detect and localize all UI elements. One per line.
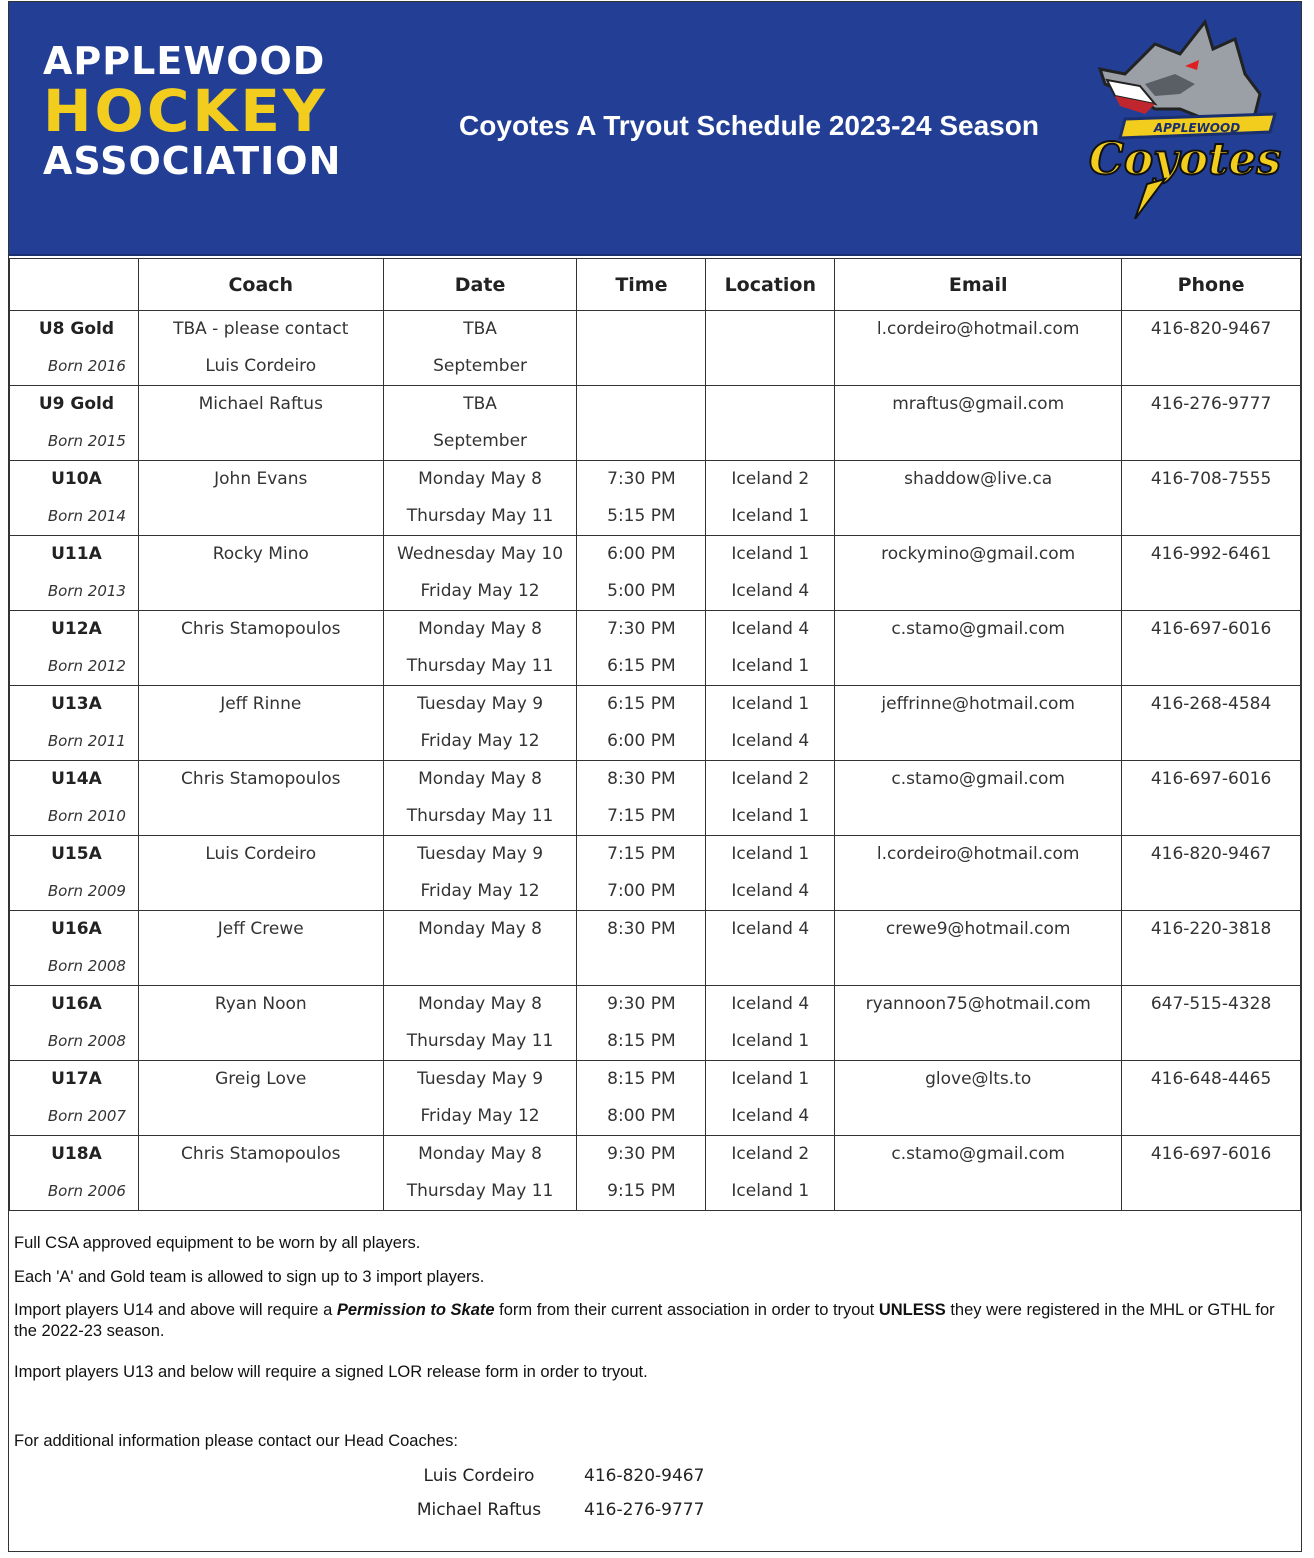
location-cell	[706, 761, 835, 836]
date-2: September	[433, 431, 528, 451]
location-cell	[706, 686, 835, 761]
date-cell	[383, 461, 577, 536]
division-name: U8 Gold	[38, 319, 115, 339]
email-cell	[835, 536, 1122, 611]
location-1: Iceland 4	[731, 919, 810, 939]
location-2	[706, 948, 834, 985]
location-cell	[706, 836, 835, 911]
birth-year: Born 2012	[47, 657, 126, 675]
table-row	[10, 461, 1301, 536]
division-name: U10A	[51, 469, 102, 489]
time-cell	[577, 386, 706, 461]
date-1: Tuesday May 9	[417, 694, 544, 714]
date-2: Friday May 12	[420, 881, 540, 901]
time-cell	[577, 311, 706, 386]
location-2: Iceland 1	[731, 1181, 810, 1201]
date-cell	[383, 911, 577, 986]
location-1: Iceland 4	[731, 994, 810, 1014]
coach-email[interactable]: ryannoon75@hotmail.com	[865, 994, 1091, 1014]
column-header: Time	[577, 259, 706, 311]
date-2: Thursday May 11	[406, 806, 554, 826]
email-cell	[835, 686, 1122, 761]
division-name: U12A	[51, 619, 102, 639]
time-cell	[577, 761, 706, 836]
date-1: TBA	[463, 319, 497, 339]
coach-name-cont: Luis Cordeiro	[205, 356, 317, 376]
division-name: U13A	[51, 694, 102, 714]
coach-email[interactable]: l.cordeiro@hotmail.com	[876, 319, 1080, 339]
coach-phone: 416-992-6461	[1150, 544, 1272, 564]
coach-cell	[138, 461, 383, 536]
coach-email[interactable]: rockymino@gmail.com	[881, 544, 1076, 564]
coach-name-cont	[139, 948, 383, 985]
phone-cell	[1122, 1061, 1301, 1136]
note-lor-release: Import players U13 and below will require a signed LOR release form in order to tryout.	[14, 1363, 648, 1381]
table-row	[10, 536, 1301, 611]
division-name: U18A	[51, 1144, 102, 1164]
coach-cell	[138, 1061, 383, 1136]
location-1	[706, 311, 834, 348]
table-row	[10, 386, 1301, 461]
date-1: Monday May 8	[418, 619, 542, 639]
phone-cell	[1122, 836, 1301, 911]
note-text: Import players U14 and above will require a	[14, 1301, 337, 1319]
assoc-line-2: HOCKEY	[43, 77, 328, 145]
coach-phone: 416-697-6016	[1150, 769, 1272, 789]
head-coach-name: Luis Cordeiro	[423, 1466, 535, 1486]
birth-year: Born 2007	[47, 1107, 126, 1125]
email-cell	[835, 1061, 1122, 1136]
time-2: 8:00 PM	[607, 1106, 676, 1126]
coach-email[interactable]: c.stamo@gmail.com	[891, 619, 1065, 639]
coach-cell	[138, 986, 383, 1061]
coach-cell	[138, 686, 383, 761]
time-1	[577, 386, 705, 423]
note-equipment: Full CSA approved equipment to be worn by all players.	[14, 1234, 421, 1252]
birth-year: Born 2010	[47, 807, 126, 825]
coach-phone: 416-648-4465	[1150, 1069, 1272, 1089]
coach-name-cont	[139, 1173, 383, 1210]
svg-text:Coyotes: Coyotes	[1088, 134, 1282, 185]
date-cell	[383, 611, 577, 686]
location-2: Iceland 4	[731, 581, 810, 601]
coach-email[interactable]: c.stamo@gmail.com	[891, 769, 1065, 789]
division-cell	[10, 311, 139, 386]
date-1: Wednesday May 10	[397, 544, 564, 564]
division-cell	[10, 461, 139, 536]
time-cell	[577, 986, 706, 1061]
location-1: Iceland 2	[731, 469, 810, 489]
date-1: Monday May 8	[418, 994, 542, 1014]
date-cell	[383, 836, 577, 911]
coach-email[interactable]: c.stamo@gmail.com	[891, 1144, 1065, 1164]
time-1: 6:00 PM	[607, 544, 676, 564]
division-name: U17A	[51, 1069, 102, 1089]
email-cell	[835, 911, 1122, 986]
location-2: Iceland 4	[731, 731, 810, 751]
column-header: Email	[835, 259, 1122, 311]
location-cell	[706, 611, 835, 686]
head-coach-phone: 416-276-9777	[584, 1500, 705, 1520]
coach-cell	[138, 836, 383, 911]
time-cell	[577, 536, 706, 611]
time-1: 7:15 PM	[607, 844, 676, 864]
date-cell	[383, 1136, 577, 1211]
note-emphasis: UNLESS	[878, 1301, 946, 1319]
svg-text:APPLEWOOD: APPLEWOOD	[1153, 121, 1241, 135]
location-cell	[706, 536, 835, 611]
assoc-line-3: ASSOCIATION	[43, 139, 342, 183]
phone-cell	[1122, 461, 1301, 536]
division-cell	[10, 611, 139, 686]
coach-cell	[138, 1136, 383, 1211]
coach-phone: 416-697-6016	[1150, 1144, 1272, 1164]
coach-name: Luis Cordeiro	[205, 844, 317, 864]
coach-name-cont	[139, 1023, 383, 1060]
coach-cell	[138, 911, 383, 986]
time-cell	[577, 1061, 706, 1136]
location-1: Iceland 1	[731, 544, 810, 564]
phone-cell	[1122, 536, 1301, 611]
column-header: Date	[383, 259, 577, 311]
date-2: Thursday May 11	[406, 1031, 554, 1051]
coach-name: Chris Stamopoulos	[181, 769, 341, 789]
location-2: Iceland 1	[731, 1031, 810, 1051]
location-1: Iceland 2	[731, 1144, 810, 1164]
date-1: Tuesday May 9	[417, 844, 544, 864]
time-2: 8:15 PM	[607, 1031, 676, 1051]
coach-email[interactable]: crewe9@hotmail.com	[885, 919, 1071, 939]
date-cell	[383, 386, 577, 461]
coach-name: Chris Stamopoulos	[181, 1144, 341, 1164]
time-1: 7:30 PM	[607, 619, 676, 639]
birth-year: Born 2011	[47, 732, 126, 750]
note-permission-to-skate	[14, 1300, 1294, 1342]
date-2: Thursday May 11	[406, 506, 554, 526]
phone-cell	[1122, 611, 1301, 686]
division-name: U15A	[51, 844, 102, 864]
birth-year: Born 2006	[47, 1182, 126, 1200]
birth-year: Born 2015	[47, 432, 126, 450]
location-2	[706, 348, 834, 385]
coach-phone: 416-820-9467	[1150, 844, 1272, 864]
coach-name-cont	[139, 873, 383, 910]
division-cell	[10, 761, 139, 836]
head-coach-name: Michael Raftus	[416, 1500, 542, 1520]
location-2	[706, 423, 834, 460]
coach-name-cont	[139, 423, 383, 460]
birth-year: Born 2009	[47, 882, 126, 900]
location-1: Iceland 2	[731, 769, 810, 789]
time-cell	[577, 836, 706, 911]
location-1: Iceland 1	[731, 1069, 810, 1089]
coach-name: TBA - please contact	[173, 319, 349, 339]
location-cell	[706, 911, 835, 986]
coach-name: Chris Stamopoulos	[181, 619, 341, 639]
phone-cell	[1122, 1136, 1301, 1211]
division-cell	[10, 386, 139, 461]
coach-name: Jeff Crewe	[217, 919, 304, 939]
time-1: 6:15 PM	[607, 694, 676, 714]
phone-cell	[1122, 311, 1301, 386]
phone-cell	[1122, 686, 1301, 761]
table-row	[10, 1136, 1301, 1211]
note-contact: For additional information please contact our Head Coaches:	[14, 1432, 458, 1450]
column-header: Phone	[1122, 259, 1301, 311]
table-header-row	[10, 259, 1301, 311]
coach-phone: 416-820-9467	[1150, 319, 1272, 339]
time-2	[577, 423, 705, 460]
location-1: Iceland 4	[731, 619, 810, 639]
coach-email[interactable]: jeffrinne@hotmail.com	[881, 694, 1075, 714]
time-1: 8:30 PM	[607, 769, 676, 789]
coach-email[interactable]: l.cordeiro@hotmail.com	[876, 844, 1080, 864]
time-2: 6:15 PM	[607, 656, 676, 676]
tryout-schedule-table	[9, 258, 1301, 1211]
division-name: U9 Gold	[38, 394, 115, 414]
phone-cell	[1122, 986, 1301, 1061]
date-cell	[383, 761, 577, 836]
location-2: Iceland 1	[731, 656, 810, 676]
date-2	[384, 948, 577, 985]
date-1: Tuesday May 9	[417, 1069, 544, 1089]
coach-name-cont	[139, 573, 383, 610]
email-cell	[835, 986, 1122, 1061]
time-cell	[577, 911, 706, 986]
time-1: 9:30 PM	[607, 994, 676, 1014]
coach-name-cont	[139, 723, 383, 760]
time-2: 7:15 PM	[607, 806, 676, 826]
email-cell	[835, 836, 1122, 911]
date-cell	[383, 686, 577, 761]
association-wordmark	[43, 39, 342, 183]
location-cell	[706, 461, 835, 536]
email-cell	[835, 761, 1122, 836]
coach-name: Michael Raftus	[198, 394, 323, 414]
birth-year: Born 2008	[47, 1032, 126, 1050]
table-row	[10, 761, 1301, 836]
header-banner	[9, 2, 1301, 256]
coach-cell	[138, 536, 383, 611]
division-cell	[10, 1136, 139, 1211]
date-1: Monday May 8	[418, 469, 542, 489]
table-row	[10, 911, 1301, 986]
coach-email[interactable]: shaddow@live.ca	[904, 469, 1053, 489]
email-cell	[835, 611, 1122, 686]
time-1	[577, 311, 705, 348]
coach-cell	[138, 761, 383, 836]
schedule-page	[8, 1, 1302, 1552]
email-cell	[835, 311, 1122, 386]
birth-year: Born 2014	[47, 507, 126, 525]
date-2: September	[433, 356, 528, 376]
table-row	[10, 611, 1301, 686]
coach-name-cont	[139, 1098, 383, 1135]
date-cell	[383, 536, 577, 611]
coach-email[interactable]: glove@lts.to	[925, 1069, 1032, 1089]
coach-name: Greig Love	[215, 1069, 307, 1089]
division-cell	[10, 536, 139, 611]
coach-name: Rocky Mino	[212, 544, 309, 564]
location-cell	[706, 386, 835, 461]
date-2: Friday May 12	[420, 731, 540, 751]
note-text: they were registered in the MHL or GTHL for the 2022-23 season.	[14, 1301, 1275, 1340]
date-2: Thursday May 11	[406, 656, 554, 676]
birth-year: Born 2013	[47, 582, 126, 600]
phone-cell	[1122, 911, 1301, 986]
time-1: 8:15 PM	[607, 1069, 676, 1089]
location-1: Iceland 1	[731, 694, 810, 714]
note-import-limit: Each 'A' and Gold team is allowed to sign up to 3 import players.	[14, 1268, 485, 1286]
time-cell	[577, 1136, 706, 1211]
division-name: U16A	[51, 994, 102, 1014]
division-cell	[10, 686, 139, 761]
table-row	[10, 986, 1301, 1061]
date-1: TBA	[463, 394, 497, 414]
location-2: Iceland 4	[731, 881, 810, 901]
coach-phone: 416-708-7555	[1150, 469, 1272, 489]
division-cell	[10, 986, 139, 1061]
page-title: Coyotes A Tryout Schedule 2023-24 Season	[459, 110, 1039, 141]
email-cell	[835, 461, 1122, 536]
birth-year: Born 2016	[47, 357, 126, 375]
table-row	[10, 686, 1301, 761]
note-emphasis: Permission to Skate	[336, 1301, 495, 1319]
time-cell	[577, 686, 706, 761]
date-cell	[383, 1061, 577, 1136]
date-2: Thursday May 11	[406, 1181, 554, 1201]
coach-name-cont	[139, 648, 383, 685]
coach-name: Ryan Noon	[214, 994, 307, 1014]
division-cell	[10, 1061, 139, 1136]
column-header	[10, 259, 139, 311]
location-1	[706, 386, 834, 423]
coach-name-cont	[139, 498, 383, 535]
location-cell	[706, 311, 835, 386]
location-1: Iceland 1	[731, 844, 810, 864]
time-1: 9:30 PM	[607, 1144, 676, 1164]
coach-email[interactable]: mraftus@gmail.com	[892, 394, 1065, 414]
birth-year: Born 2008	[47, 957, 126, 975]
coach-phone: 416-697-6016	[1150, 619, 1272, 639]
location-2: Iceland 4	[731, 1106, 810, 1126]
time-2: 7:00 PM	[607, 881, 676, 901]
location-2: Iceland 1	[731, 806, 810, 826]
coach-phone: 416-220-3818	[1150, 919, 1272, 939]
coach-phone: 647-515-4328	[1150, 994, 1272, 1014]
time-2: 5:00 PM	[607, 581, 676, 601]
coach-cell	[138, 386, 383, 461]
table-row	[10, 836, 1301, 911]
location-cell	[706, 1061, 835, 1136]
division-name: U11A	[51, 544, 102, 564]
time-1: 7:30 PM	[607, 469, 676, 489]
coach-cell	[138, 311, 383, 386]
coyotes-logo-icon	[1085, 14, 1285, 219]
location-cell	[706, 1136, 835, 1211]
location-cell	[706, 986, 835, 1061]
date-cell	[383, 986, 577, 1061]
time-2	[577, 948, 705, 985]
note-text: form from their current association in order to tryout	[494, 1301, 879, 1319]
coach-phone: 416-276-9777	[1150, 394, 1272, 414]
date-1: Monday May 8	[418, 769, 542, 789]
table-row	[10, 1061, 1301, 1136]
coach-name: John Evans	[214, 469, 308, 489]
date-2: Friday May 12	[420, 1106, 540, 1126]
table-row	[10, 311, 1301, 386]
division-name: U16A	[51, 919, 102, 939]
column-header: Location	[706, 259, 835, 311]
coach-cell	[138, 611, 383, 686]
location-2: Iceland 1	[731, 506, 810, 526]
time-2: 5:15 PM	[607, 506, 676, 526]
time-2	[577, 348, 705, 385]
phone-cell	[1122, 761, 1301, 836]
time-2: 9:15 PM	[607, 1181, 676, 1201]
email-cell	[835, 386, 1122, 461]
division-cell	[10, 911, 139, 986]
time-2: 6:00 PM	[607, 731, 676, 751]
email-cell	[835, 1136, 1122, 1211]
phone-cell	[1122, 386, 1301, 461]
coach-phone: 416-268-4584	[1150, 694, 1272, 714]
date-cell	[383, 311, 577, 386]
division-cell	[10, 836, 139, 911]
head-coach-phone: 416-820-9467	[584, 1466, 705, 1486]
coach-name: Jeff Rinne	[220, 694, 302, 714]
division-name: U14A	[51, 769, 102, 789]
date-1: Monday May 8	[418, 1144, 542, 1164]
date-1: Monday May 8	[418, 919, 542, 939]
time-cell	[577, 461, 706, 536]
date-2: Friday May 12	[420, 581, 540, 601]
column-header: Coach	[138, 259, 383, 311]
coach-name-cont	[139, 798, 383, 835]
time-cell	[577, 611, 706, 686]
time-1: 8:30 PM	[607, 919, 676, 939]
assoc-line-1: APPLEWOOD	[43, 39, 326, 83]
